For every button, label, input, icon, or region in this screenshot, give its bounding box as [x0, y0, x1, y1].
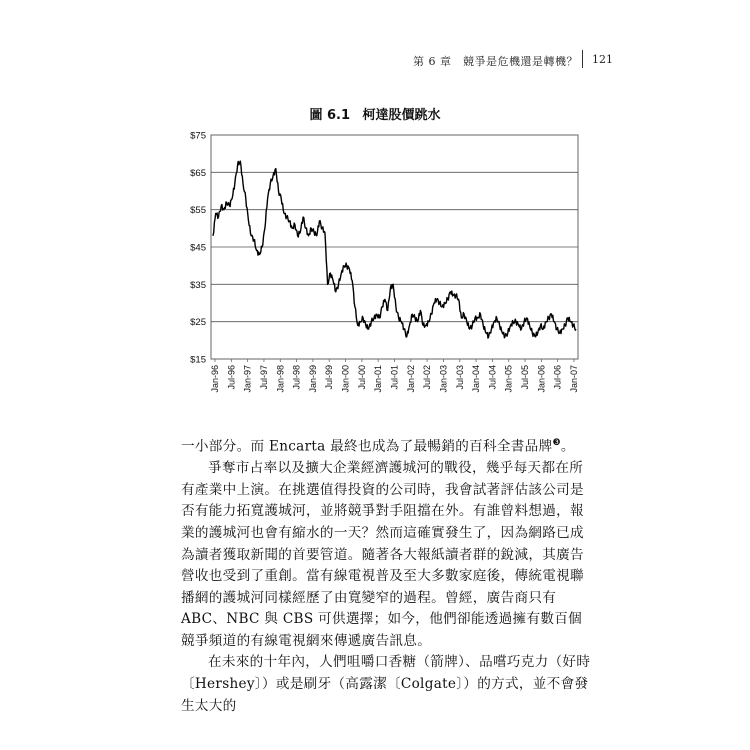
y-tick-label: $35 [190, 279, 206, 291]
series-line [213, 161, 576, 338]
x-tick-label: Jan-01 [373, 365, 384, 393]
x-tick-label: Jan-99 [307, 365, 318, 393]
paragraph-3: 在未來的十年內，人們咀嚼口香糖（箭牌）、品嚐巧克力（好時〔Hershey〕）或是刷牙（高露潔〔Colgate〕）的方式，並不會發生太大的 [181, 654, 591, 714]
page-number: 121 [592, 53, 613, 66]
x-tick-label: Jul-05 [520, 365, 531, 390]
x-tick-label: Jul-00 [356, 365, 367, 390]
x-tick-label: Jan-97 [242, 365, 253, 393]
paragraph-1 [181, 433, 591, 458]
figure-label: 圖 6.1 [309, 108, 350, 123]
x-tick-label: Jan-03 [438, 365, 449, 393]
x-tick-label: Jul-99 [324, 365, 335, 390]
x-tick-label: Jul-06 [552, 365, 563, 390]
x-tick-label: Jan-00 [340, 365, 351, 393]
x-tick-label: Jan-06 [536, 365, 547, 393]
header-divider [582, 50, 583, 68]
figure-caption [0, 104, 750, 123]
y-tick-label: $55 [190, 205, 206, 217]
body-text [181, 433, 591, 717]
y-tick-label: $25 [190, 317, 206, 329]
y-tick-label: $75 [190, 130, 206, 142]
y-tick-label: $15 [190, 354, 206, 366]
paragraph-1-end: 。 [560, 438, 575, 455]
x-tick-label: Jul-98 [291, 365, 302, 390]
x-tick-label: Jul-02 [422, 365, 433, 390]
footnote-marker: ❸ [552, 438, 561, 448]
x-tick-label: Jan-96 [210, 365, 220, 393]
x-tick-label: Jan-07 [569, 365, 579, 393]
x-tick-label: Jan-05 [503, 365, 514, 393]
x-tick-label: Jan-02 [405, 365, 416, 393]
paragraph-1-text: 一小部分。而 Encarta 最終也成為了最暢銷的百科全書品牌 [181, 438, 553, 455]
chapter-title: 第 6 章 競爭是危機還是轉機？ [413, 55, 578, 68]
figure-title: 柯達股價跳水 [362, 108, 441, 123]
y-tick-label: $65 [190, 167, 206, 179]
paragraph-2: 爭奪市占率以及擴大企業經濟護城河的戰役，幾乎每天都在所有產業中上演。在挑選值得投資的公司時，我會試著評估該公司是否有能力拓寬護城河，並將競爭對手阻擋在外。有誰曾料想過，報業的護城河也會有縮水的一天？然而這確實發生了，因為網路已成為讀者獲取新聞的首要管道。隨著各大報紙讀者群的銳減，其廣告營收也受到了重創。當有線電視普及至大多數家庭後，傳統電視聯播網的護城河同樣經歷了由寬變窄的過程。曾經，廣告商只有 ABC、NBC 與 CBS 可供選擇；如今，他們卻能透過擁有數百個競爭頻道的有線電視網來傳遞廣告訊息。 [181, 460, 584, 649]
stock-price-chart [170, 125, 590, 425]
x-tick-label: Jul-01 [389, 365, 400, 390]
x-tick-label: Jan-04 [471, 365, 482, 393]
y-tick-label: $45 [190, 242, 206, 254]
x-tick-label: Jan-98 [275, 365, 286, 393]
x-tick-label: Jul-97 [258, 365, 269, 390]
x-tick-label: Jul-96 [226, 365, 237, 390]
x-tick-label: Jul-03 [454, 365, 465, 390]
x-tick-label: Jul-04 [487, 365, 498, 390]
running-header [0, 50, 750, 70]
